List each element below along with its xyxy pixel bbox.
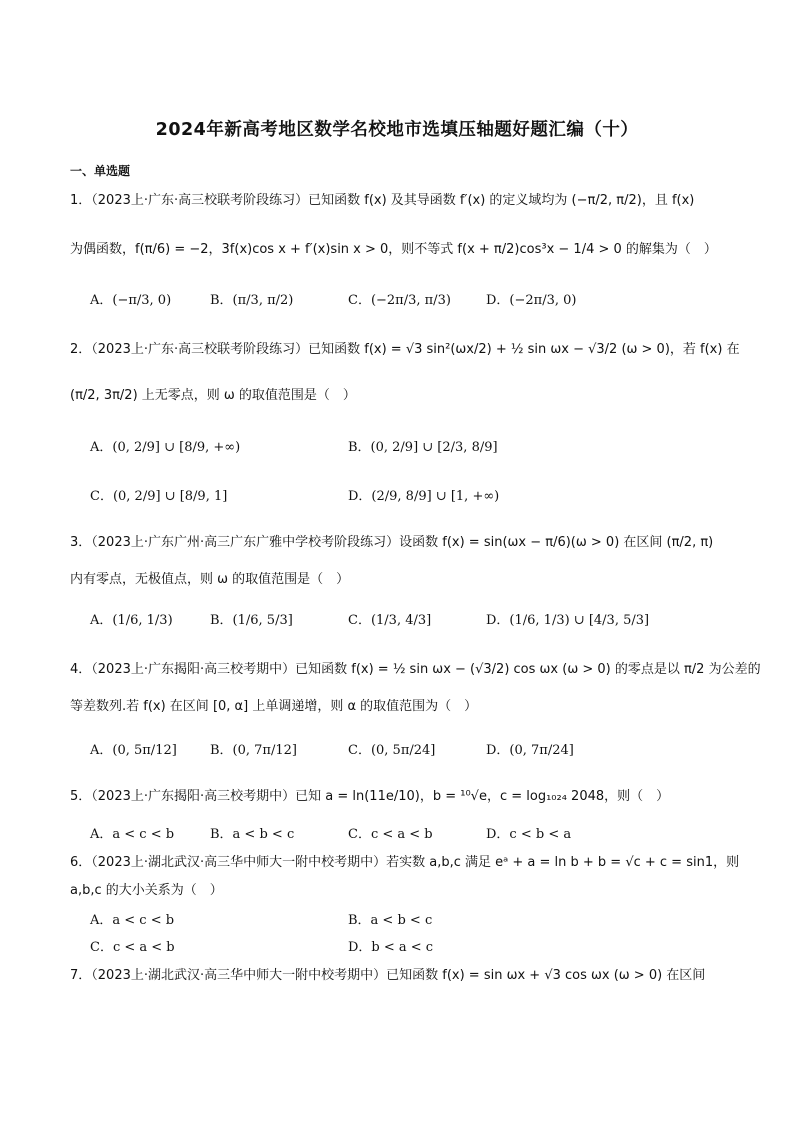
- q3-option-a: A．(1/6, 1/3): [90, 613, 173, 628]
- q6-line-2: a,b,c 的大小关系为（ ）: [70, 883, 223, 898]
- q2-option-a: A．(0, 2/9] ∪ [8/9, +∞): [90, 440, 241, 455]
- q5-option-a: A．a < c < b: [90, 827, 175, 842]
- q3-option-c: C．(1/3, 4/3]: [348, 613, 432, 628]
- q1-line-2: 为偶函数，f(π/6) = −2，3f(x)cos x + f′(x)sin x > 0，则不等式 f(x + π/2)cos³x − 1/4 > 0 的解集为（ ）: [70, 242, 717, 257]
- q4-option-b: B．(0, 7π/12]: [210, 743, 297, 758]
- q4-option-d: D．(0, 7π/24]: [486, 743, 574, 758]
- section-heading: 一、单选题: [70, 164, 131, 178]
- q1-option-d: D．(−2π/3, 0): [486, 293, 577, 308]
- q6-option-a: A．a < c < b: [90, 913, 175, 928]
- q5-line-1: 5．（2023上·广东揭阳·高三校考期中）已知 a = ln(11e/10)，b = ¹⁰√e，c = log₁₀₂₄ 2048，则（ ）: [70, 789, 670, 804]
- q2-option-b: B．(0, 2/9] ∪ [2/3, 8/9]: [348, 440, 498, 455]
- q2-line-2: (π/2, 3π/2) 上无零点，则 ω 的取值范围是（ ）: [70, 388, 356, 403]
- q5-option-b: B．a < b < c: [210, 827, 295, 842]
- q4-option-a: A．(0, 5π/12]: [90, 743, 177, 758]
- q6-option-d: D．b < a < c: [348, 940, 434, 955]
- q6-option-b: B．a < b < c: [348, 913, 433, 928]
- q3-option-b: B．(1/6, 5/3]: [210, 613, 293, 628]
- q2-line-1: 2．（2023上·广东·高三校联考阶段练习）已知函数 f(x) = √3 sin²(ωx/2) + ½ sin ωx − √3/2 (ω > 0)，若 f(x) 在: [70, 342, 740, 357]
- q4-option-c: C．(0, 5π/24]: [348, 743, 436, 758]
- q3-option-d: D．(1/6, 1/3) ∪ [4/3, 5/3]: [486, 613, 650, 628]
- q4-line-1: 4．（2023上·广东揭阳·高三校考期中）已知函数 f(x) = ½ sin ωx − (√3/2) cos ωx (ω > 0) 的零点是以 π/2 为公差的: [70, 662, 761, 677]
- q7-line-1: 7．（2023上·湖北武汉·高三华中师大一附中校考期中）已知函数 f(x) = sin ωx + √3 cos ωx (ω > 0) 在区间: [70, 968, 706, 983]
- q5-option-c: C．c < a < b: [348, 827, 433, 842]
- q1-option-b: B．(π/3, π/2): [210, 293, 294, 308]
- q3-line-2: 内有零点，无极值点，则 ω 的取值范围是（ ）: [70, 572, 350, 587]
- q1-line-1: 1．（2023上·广东·高三校联考阶段练习）已知函数 f(x) 及其导函数 f′(x) 的定义域均为 (−π/2, π/2)，且 f(x): [70, 193, 695, 208]
- q3-line-1: 3．（2023上·广东广州·高三广东广雅中学校考阶段练习）设函数 f(x) = sin(ωx − π/6)(ω > 0) 在区间 (π/2, π): [70, 535, 714, 550]
- q2-option-c: C．(0, 2/9] ∪ [8/9, 1]: [90, 489, 228, 504]
- q6-line-1: 6．（2023上·湖北武汉·高三华中师大一附中校考期中）若实数 a,b,c 满足 eᵃ + a = ln b + b = √c + c = sin1，则: [70, 855, 740, 870]
- q5-option-d: D．c < b < a: [486, 827, 572, 842]
- q1-option-a: A．(−π/3, 0): [90, 293, 172, 308]
- q2-option-d: D．(2/9, 8/9] ∪ [1, +∞): [348, 489, 500, 504]
- q4-line-2: 等差数列.若 f(x) 在区间 [0, α] 上单调递增，则 α 的取值范围为（ ）: [70, 699, 478, 714]
- page-title: 2024年新高考地区数学名校地市选填压轴题好题汇编（十）: [155, 120, 639, 140]
- q1-option-c: C．(−2π/3, π/3): [348, 293, 451, 308]
- q6-option-c: C．c < a < b: [90, 940, 175, 955]
